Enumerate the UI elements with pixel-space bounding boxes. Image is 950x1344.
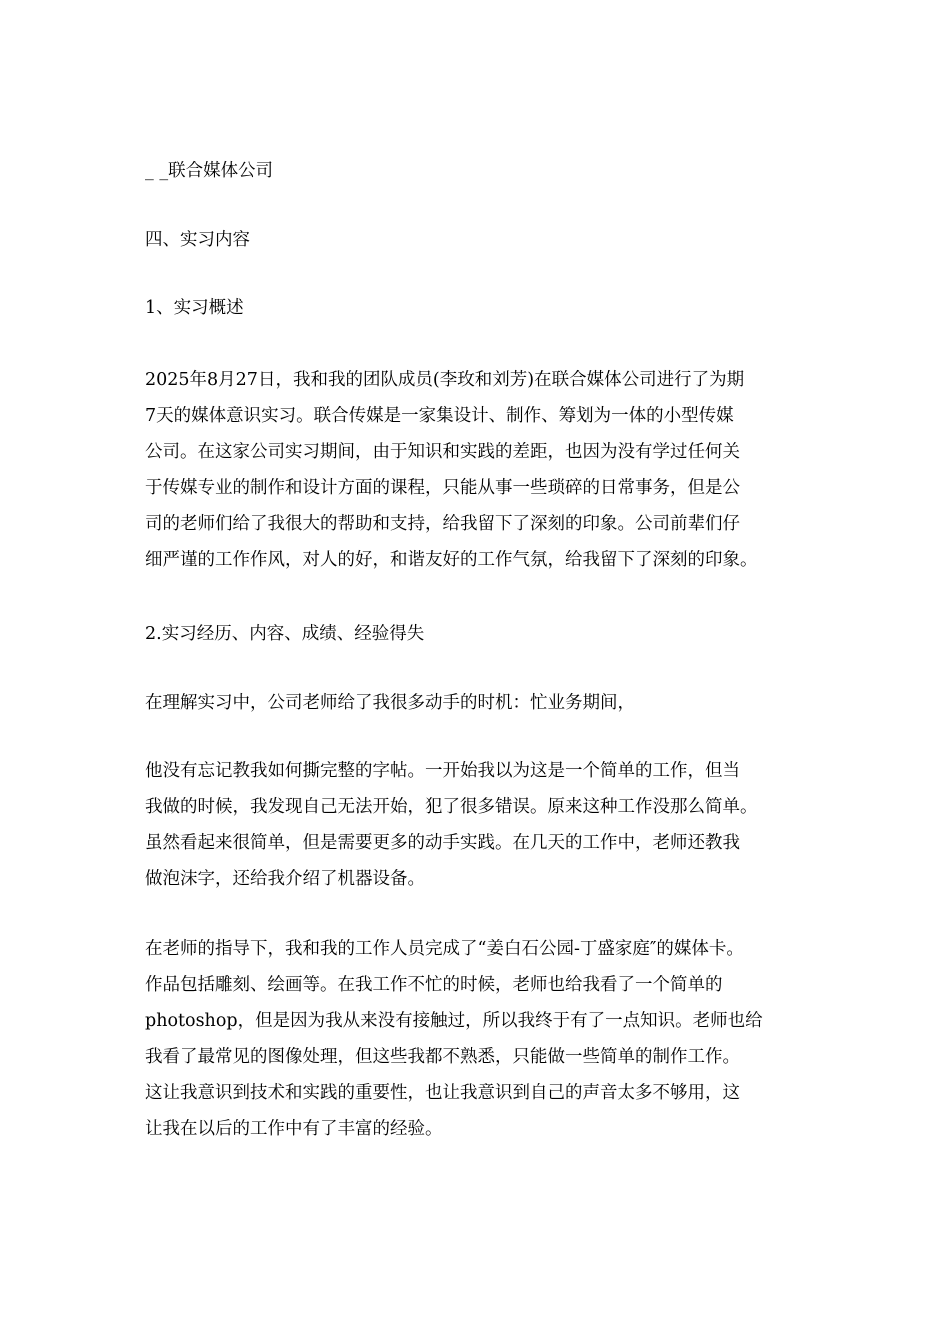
text-line: 做泡沫字，还给我介绍了机器设备。	[145, 869, 425, 889]
paragraph-intro	[145, 685, 825, 721]
text-line: 2025年8月27日，我和我的团队成员(李玫和刘芳)在联合媒体公司进行了为期	[145, 370, 745, 390]
text-line: 虽然看起来很简单，但是需要更多的动手实践。在几天的工作中，老师还教我	[145, 833, 740, 853]
text-line: 四、实习内容	[145, 230, 250, 250]
text-line: 1、实习概述	[145, 298, 244, 318]
text-line: 司的老师们给了我很大的帮助和支持，给我留下了深刻的印象。公司前辈们仔	[145, 514, 740, 534]
company-line	[145, 153, 825, 189]
text-line: 让我在以后的工作中有了丰富的经验。	[145, 1119, 443, 1139]
text-line: 于传媒专业的制作和设计方面的课程，只能从事一些琐碎的日常事务，但是公	[145, 478, 740, 498]
subheading-experience	[145, 616, 825, 652]
text-line: _ _联合媒体公司	[145, 161, 274, 181]
paragraph-project	[145, 931, 825, 1147]
text-line: 在理解实习中，公司老师给了我很多动手的时机：忙业务期间，	[145, 693, 635, 713]
subheading-overview	[145, 290, 825, 326]
text-line: 作品包括雕刻、绘画等。在我工作不忙的时候，老师也给我看了一个简单的	[145, 975, 723, 995]
text-line: photoshop，但是因为我从来没有接触过，所以我终于有了一点知识。老师也给	[145, 1011, 763, 1031]
text-line: 这让我意识到技术和实践的重要性，也让我意识到自己的声音太多不够用，这	[145, 1083, 740, 1103]
text-line: 细严谨的工作作风，对人的好，和谐友好的工作气氛，给我留下了深刻的印象。	[145, 550, 758, 570]
text-line: 2.实习经历、内容、成绩、经验得失	[145, 624, 425, 644]
text-line: 他没有忘记教我如何撕完整的字帖。一开始我以为这是一个简单的工作，但当	[145, 761, 740, 781]
paragraph-tasks	[145, 753, 825, 897]
text-line: 我看了最常见的图像处理，但这些我都不熟悉，只能做一些简单的制作工作。	[145, 1047, 740, 1067]
text-line: 在老师的指导下，我和我的工作人员完成了“姜白石公园-丁盛家庭″的媒体卡。	[145, 939, 744, 959]
section-heading	[145, 222, 825, 258]
paragraph-overview	[145, 362, 825, 578]
text-line: 7天的媒体意识实习。联合传媒是一家集设计、制作、筹划为一体的小型传媒	[145, 406, 734, 426]
text-line: 我做的时候，我发现自己无法开始，犯了很多错误。原来这种工作没那么简单。	[145, 797, 758, 817]
text-line: 公司。在这家公司实习期间，由于知识和实践的差距，也因为没有学过任何关	[145, 442, 740, 462]
